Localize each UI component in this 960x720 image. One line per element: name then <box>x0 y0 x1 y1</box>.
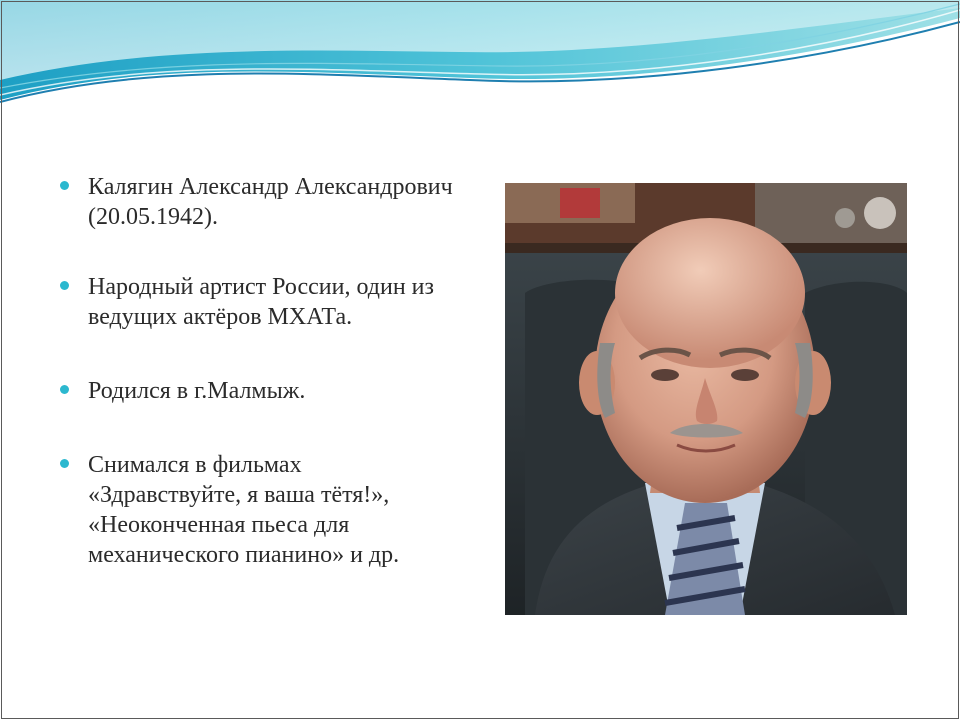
bullet-list <box>60 172 460 570</box>
bullet-item-title <box>60 272 460 332</box>
bullet-item-birthplace <box>60 376 460 406</box>
bullet-text: Снимался в фильмах «Здравствуйте, я ваша тётя!», «Неоконченная пьеса для механического пианино» и др. <box>88 452 400 568</box>
bullet-dot-icon <box>60 281 69 290</box>
bullet-text: Родился в г.Малмыж. <box>88 378 306 404</box>
bullet-item-films <box>60 450 460 570</box>
bullet-text: Народный артист России, один из ведущих актёров МХАТа. <box>88 274 434 330</box>
bullet-dot-icon <box>60 459 69 468</box>
wave-header-decoration <box>0 0 960 110</box>
bullet-item-name <box>60 172 460 232</box>
bullet-dot-icon <box>60 385 69 394</box>
portrait-photo <box>505 183 907 615</box>
bullet-dot-icon <box>60 181 69 190</box>
bullet-text: Калягин Александр Александрович (20.05.1942). <box>88 174 453 230</box>
